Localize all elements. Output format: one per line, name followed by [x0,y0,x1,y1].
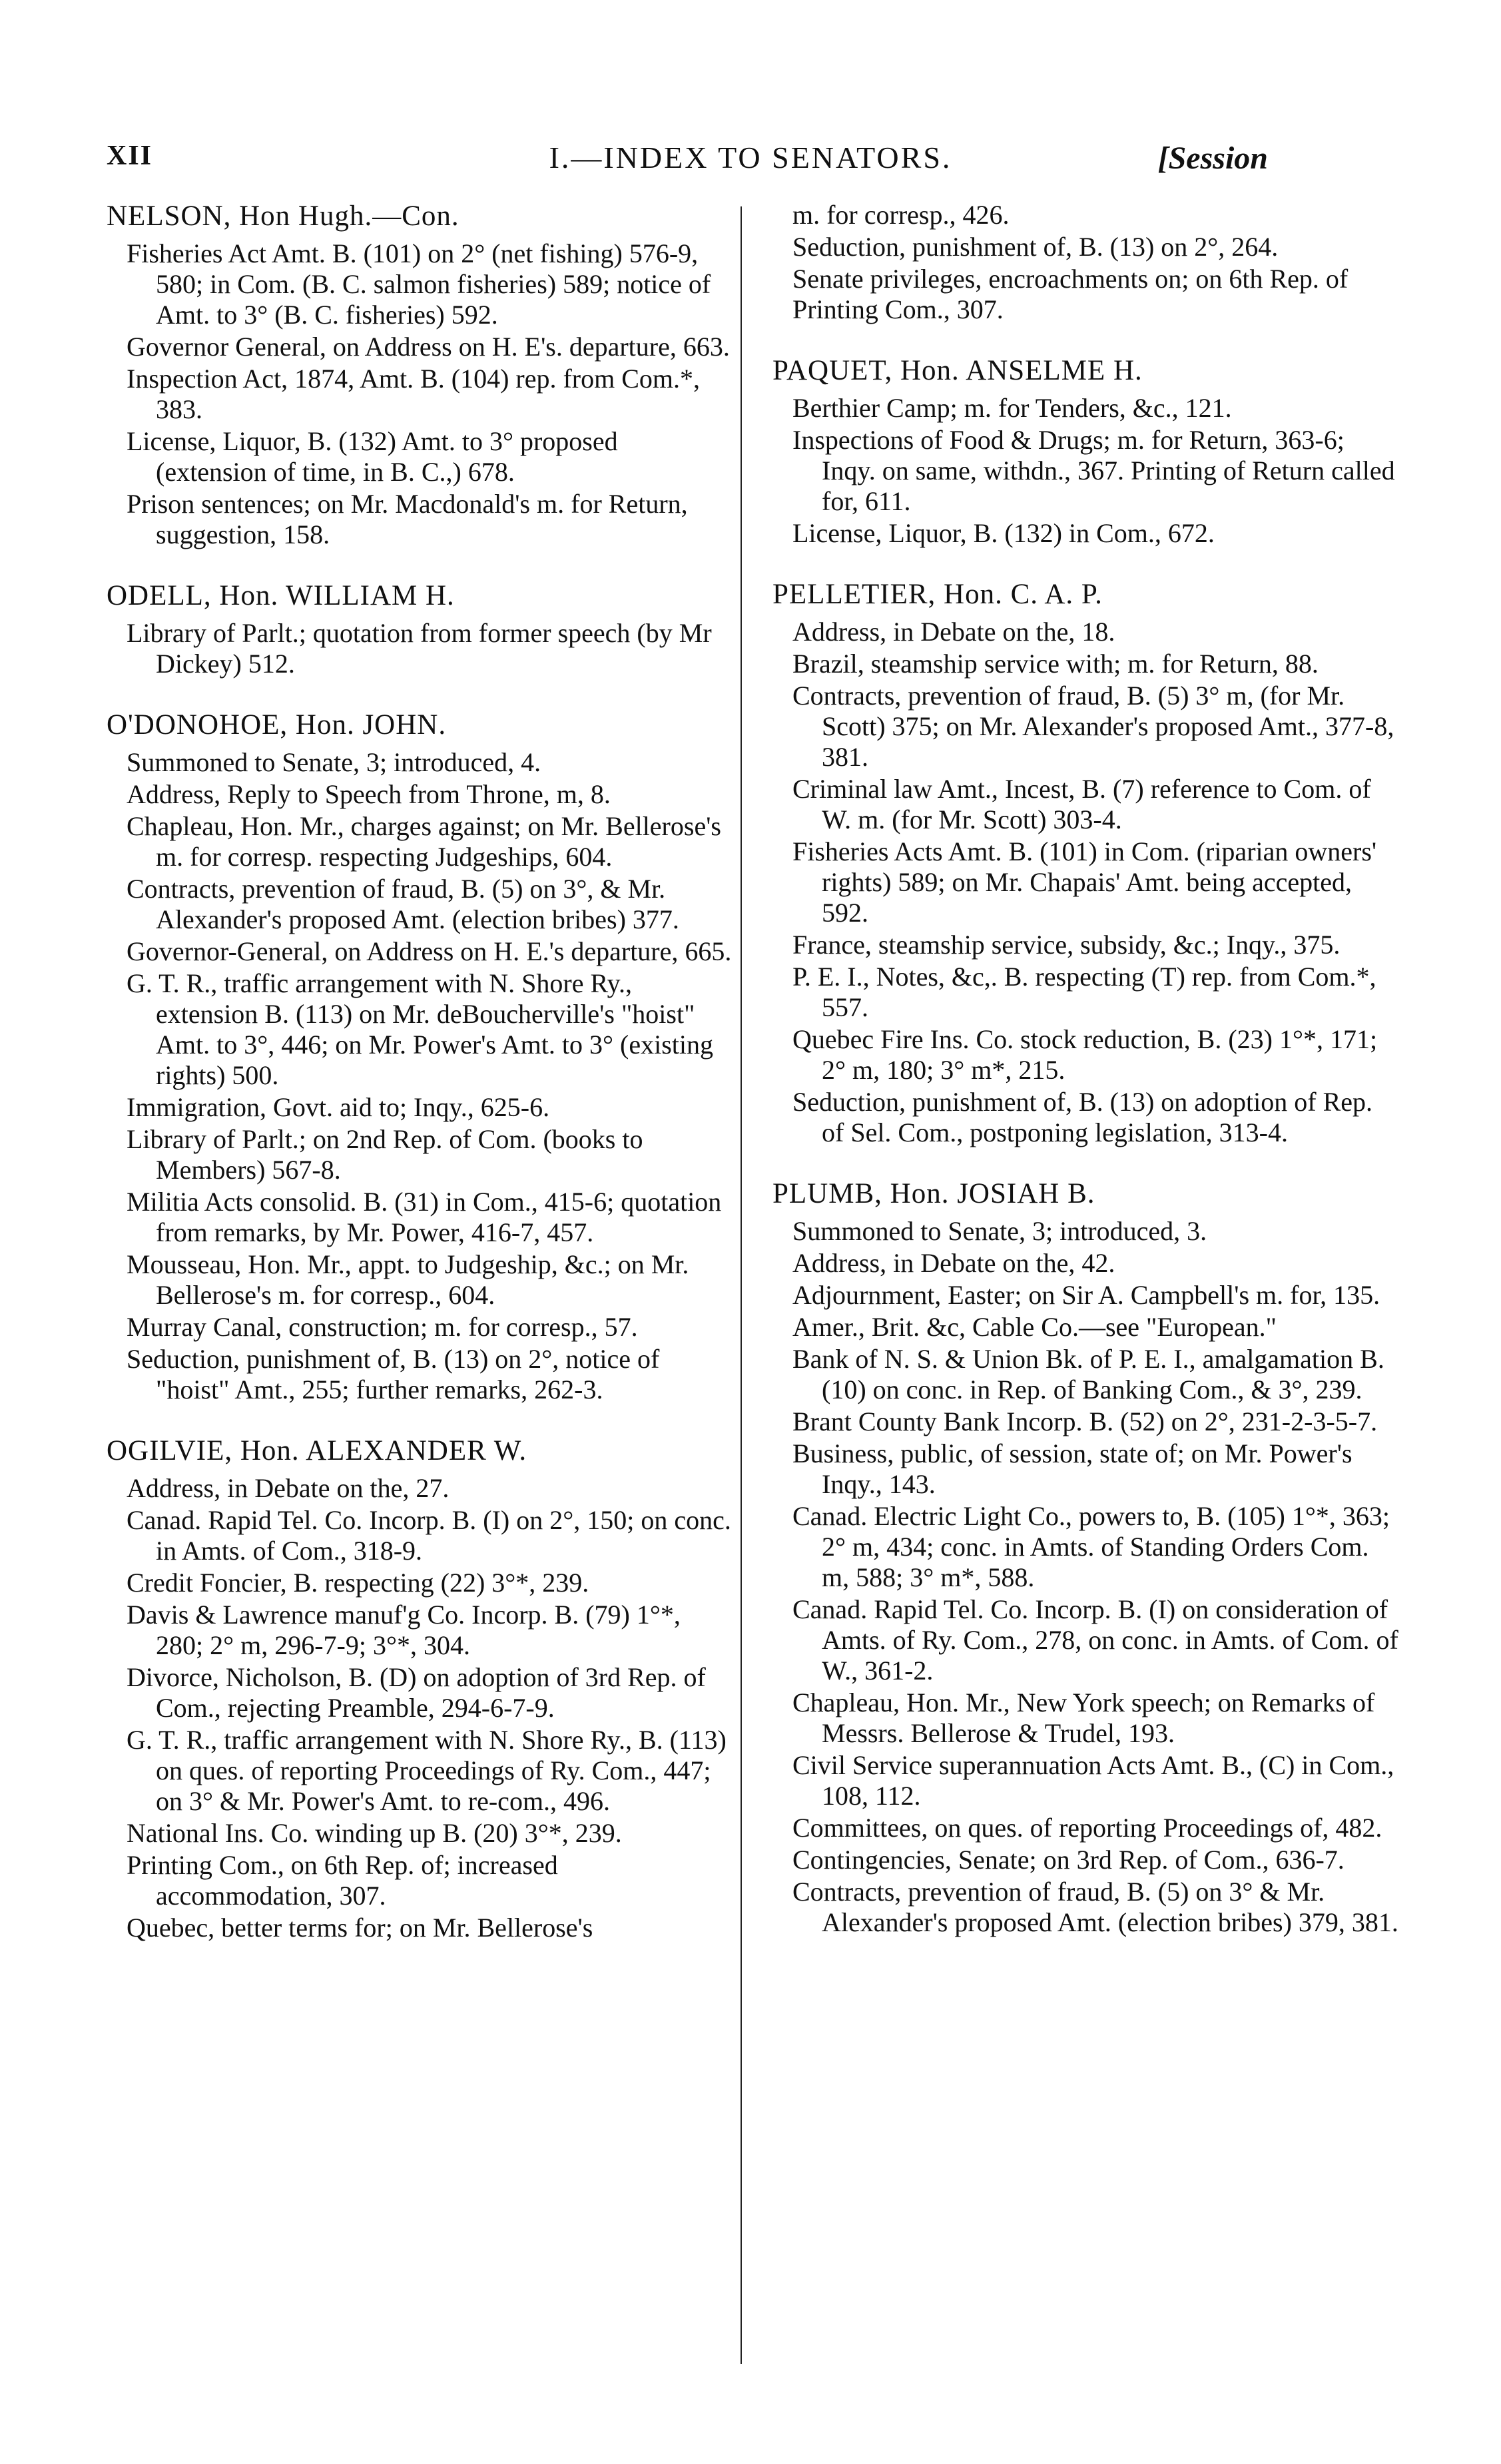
index-subentry: Summoned to Senate, 3; introduced, 4. [127,747,541,777]
page-number: XII [107,141,153,171]
index-subentry: France, steamship service, subsidy, &c.; Inqy., 375. [792,930,1341,960]
index-subentry: Contracts, prevention of fraud, B. (5) on 3°, & Mr. Alexander's proposed Amt. (election bribes) 377. [127,874,679,934]
index-subentry: Summoned to Senate, 3; introduced, 3. [792,1216,1207,1246]
senator-heading: PLUMB, Hon. JOSIAH B. [772,1178,1095,1209]
index-subentry: G. T. R., traffic arrangement with N. Shore Ry., B. (113) on ques. of reporting Proceedings of Ry. Com., 447; on 3° & Mr. Power's Amt. to re-com., 496. [127,1725,727,1816]
index-subentry: Civil Service superannuation Acts Amt. B., (C) in Com., 108, 112. [792,1750,1394,1811]
index-entry [772,354,1398,549]
index-subentry: Address, in Debate on the, 27. [127,1473,450,1503]
index-subentry: Governor General, on Address on H. E's. departure, 663. [127,332,730,362]
index-subentry: Amer., Brit. &c, Cable Co.—see "European." [792,1312,1277,1342]
index-subentry: Prison sentences; on Mr. Macdonald's m. for Return, suggestion, 158. [127,489,688,549]
index-subentry: Credit Foncier, B. respecting (22) 3°*, 239. [127,1568,589,1598]
senator-heading: PAQUET, Hon. ANSELME H. [772,355,1143,386]
index-subentry: Adjournment, Easter; on Sir A. Campbell's m. for, 135. [792,1280,1380,1310]
senator-heading: OGILVIE, Hon. ALEXANDER W. [107,1435,527,1466]
index-subentry: Criminal law Amt., Incest, B. (7) reference to Com. of W. m. (for Mr. Scott) 303-4. [792,774,1371,834]
index-subentry: Fisheries Act Amt. B. (101) on 2° (net fishing) 576-9, 580; in Com. (B. C. salmon fisheries) 589; notice of Amt. to 3° (B. C. fisheries) 592. [127,238,711,330]
index-subentry: Address, in Debate on the, 18. [792,617,1115,647]
index-subentry: Contracts, prevention of fraud, B. (5) 3° m, (for Mr. Scott) 375; on Mr. Alexander's proposed Amt., 377-8, 381. [792,681,1394,772]
index-subentry: Contingencies, Senate; on 3rd Rep. of Com., 636-7. [792,1845,1345,1875]
index-subentry: License, Liquor, B. (132) in Com., 672. [792,518,1215,548]
index-subentry: Canad. Rapid Tel. Co. Incorp. B. (I) on consideration of Amts. of Ry. Com., 278, on conc. in Amts. of Com. of W., 361-2. [792,1594,1398,1686]
index-subentry: Bank of N. S. & Union Bk. of P. E. I., amalgamation B. (10) on conc. in Rep. of Banking Com., & 3°, 239. [792,1344,1384,1404]
running-head [0,140,1501,186]
index-subentry: Fisheries Acts Amt. B. (101) in Com. (riparian owners' rights) 589; on Mr. Chapais' Amt. being accepted, 592. [792,836,1377,928]
index-subentry: Seduction, punishment of, B. (13) on adoption of Rep. of Sel. Com., postponing legislation, 313-4. [792,1087,1373,1147]
index-subentry: Inspections of Food & Drugs; m. for Return, 363-6; Inqy. on same, withdn., 367. Printing of Return called for, 611. [792,425,1395,516]
index-subentry: Address, in Debate on the, 42. [792,1248,1115,1278]
index-subentry: Canad. Rapid Tel. Co. Incorp. B. (I) on 2°, 150; on conc. in Amts. of Com., 318-9. [127,1505,731,1566]
index-subentry: Committees, on ques. of reporting Proceedings of, 482. [792,1813,1382,1843]
index-subentry: Seduction, punishment of, B. (13) on 2°, 264. [792,232,1279,262]
index-subentry: Chapleau, Hon. Mr., charges against; on Mr. Bellerose's m. for corresp. respecting Judgeships, 604. [127,811,721,872]
index-subentry: Business, public, of session, state of; on Mr. Power's Inqy., 143. [792,1438,1352,1499]
senator-heading: ODELL, Hon. WILLIAM H. [107,580,455,611]
session-label: [Session [1157,141,1268,176]
index-subentry: Mousseau, Hon. Mr., appt. to Judgeship, &c.; on Mr. Bellerose's m. for corresp., 604. [127,1249,689,1310]
index-subentry: Immigration, Govt. aid to; Inqy., 625-6. [127,1092,550,1122]
index-subentry: P. E. I., Notes, &c,. B. respecting (T) rep. from Com.*, 557. [792,962,1376,1022]
index-entry [772,1177,1398,1938]
index-subentry: Brazil, steamship service with; m. for Return, 88. [792,649,1319,679]
index-subentry: Address, Reply to Speech from Throne, m, 8. [127,779,611,809]
senator-heading: PELLETIER, Hon. C. A. P. [772,579,1103,610]
index-subentry: Library of Parlt.; on 2nd Rep. of Com. (books to Members) 567-8. [127,1124,643,1185]
index-subentry: Contracts, prevention of fraud, B. (5) on 3° & Mr. Alexander's proposed Amt. (election bribes) 379, 381. [792,1877,1398,1937]
index-subentry: Chapleau, Hon. Mr., New York speech; on Remarks of Messrs. Bellerose & Trudel, 193. [792,1688,1375,1748]
index-entry [107,200,733,550]
index-subentry: Library of Parlt.; quotation from former speech (by Mr Dickey) 512. [127,618,712,679]
index-subentry: G. T. R., traffic arrangement with N. Shore Ry., extension B. (113) on Mr. deBoucherville's "hoist" Amt. to 3°, 446; on Mr. Power's Amt. to 3° (existing rights) 500. [127,968,713,1090]
index-subentry: Inspection Act, 1874, Amt. B. (104) rep. from Com.*, 383. [127,364,701,424]
index-subentry: Brant County Bank Incorp. B. (52) on 2°, 231-2-3-5-7. [792,1406,1378,1436]
index-subentry: Militia Acts consolid. B. (31) in Com., 415-6; quotation from remarks, by Mr. Power, 416-7, 457. [127,1187,722,1247]
index-subentry: Governor-General, on Address on H. E.'s departure, 665. [127,936,732,966]
index-subentry: Divorce, Nicholson, B. (D) on adoption of 3rd Rep. of Com., rejecting Preamble, 294-6-7-9. [127,1662,706,1723]
senator-heading: O'DONOHOE, Hon. JOHN. [107,709,447,741]
index-entry [772,200,1398,325]
index-subentry: Quebec, better terms for; on Mr. Bellerose's [127,1913,593,1943]
page-title: I.—INDEX TO SENATORS. [549,141,952,174]
index-subentry: Seduction, punishment of, B. (13) on 2°, notice of "hoist" Amt., 255; further remarks, 262-3. [127,1344,660,1404]
index-entry [107,1434,733,1943]
index-subentry: Printing Com., on 6th Rep. of; increased accommodation, 307. [127,1850,558,1911]
index-subentry: National Ins. Co. winding up B. (20) 3°*, 239. [127,1818,622,1848]
index-subentry: Davis & Lawrence manuf'g Co. Incorp. B. (79) 1°*, 280; 2° m, 296-7-9; 3°*, 304. [127,1600,681,1660]
senator-heading: NELSON, Hon Hugh.—Con. [107,200,459,232]
index-subentry: License, Liquor, B. (132) Amt. to 3° proposed (extension of time, in B. C.,) 678. [127,426,618,487]
index-subentry: m. for corresp., 426. [792,200,1010,230]
index-subentry: Murray Canal, construction; m. for corresp., 57. [127,1312,638,1342]
index-subentry: Senate privileges, encroachments on; on 6th Rep. of Printing Com., 307. [792,264,1349,324]
index-entry [107,579,733,679]
index-subentry: Canad. Electric Light Co., powers to, B. (105) 1°*, 363; 2° m, 434; conc. in Amts. of Standing Orders Com. m, 588; 3° m*, 588. [792,1501,1390,1592]
index-subentry: Quebec Fire Ins. Co. stock reduction, B. (23) 1°*, 171; 2° m, 180; 3° m*, 215. [792,1024,1378,1085]
left-column [107,200,733,1973]
right-column [772,200,1398,1967]
index-subentry: Berthier Camp; m. for Tenders, &c., 121. [792,393,1232,423]
index-entry [772,578,1398,1148]
index-entry [107,709,733,1405]
column-divider [741,206,742,2364]
